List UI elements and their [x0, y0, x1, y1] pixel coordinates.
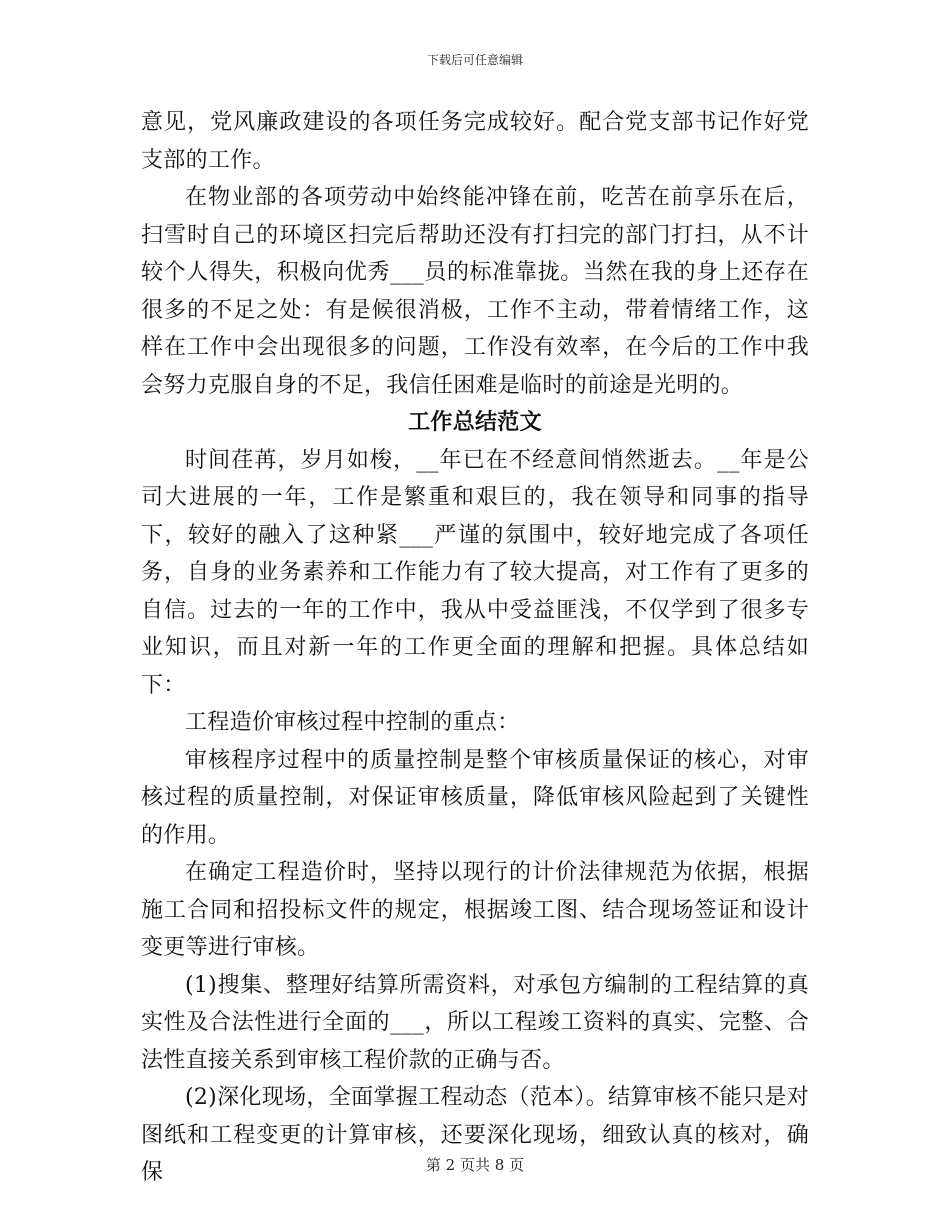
paragraph-control-points: 工程造价审核过程中控制的重点： [185, 710, 520, 735]
paragraph-quality-control: 审核程序过程中的质量控制是整个审核质量保证的核心，对审核过程的质量控制，对保证审核质量，降低审核风险起到了关键性的作用。 [141, 747, 809, 848]
paragraph-item-2: (2)深化现场，全面掌握工程动态（范本）。结算审核不能只是对图纸和工程变更的计算审核，还要深化现场，细致认真的核对，确保 [141, 1085, 809, 1185]
paragraph-cost-basis: 在确定工程造价时，坚持以现行的计价法律规范为依据，根据施工合同和招投标文件的规定，根据竣工图、结合现场签证和设计变更等进行审核。 [141, 860, 809, 960]
document-body [141, 104, 809, 1192]
paragraph-property-work: 在物业部的各项劳动中始终能冲锋在前，吃苦在前享乐在后，扫雪时自己的环境区扫完后帮助还没有打扫完的部门打扫，从不计较个人得失，积极向优秀___员的标准靠拢。当然在我的身上还存在很多的不足之处：有是候很消极，工作不主动，带着情绪工作，这样在工作中会出现很多的问题，工作没有效率，在今后的工作中我会努力克服自身的不足，我信任困难是临时的前途是光明的。 [141, 185, 809, 398]
paragraph-continuation: 意见，党风廉政建设的各项任务完成较好。配合党支部书记作好党支部的工作。 [141, 110, 809, 173]
page-header: 下载后可任意编辑 [426, 53, 523, 67]
paragraph-item-1: (1)搜集、整理好结算所需资料，对承包方编制的工程结算的真实性及合法性进行全面的___，所以工程竣工资料的真实、完整、合法性直接关系到审核工程价款的正确与否。 [141, 972, 809, 1073]
page-footer: 第 2 页共 8 页 [425, 1156, 525, 1174]
section-title: 工作总结范文 [408, 409, 542, 435]
paragraph-intro: 时间荏苒，岁月如梭，__年已在不经意间悄然逝去。__年是公司大进展的一年，工作是繁重和艰巨的，我在领导和同事的指导下，较好的融入了这种紧___严谨的氛围中，较好地完成了各项任务，自身的业务素养和工作能力有了较大提高，对工作有了更多的自信。过去的一年的工作中，我从中受益匪浅，不仅学到了很多专业知识，而且对新一年的工作更全面的理解和把握。具体总结如下： [141, 447, 809, 698]
